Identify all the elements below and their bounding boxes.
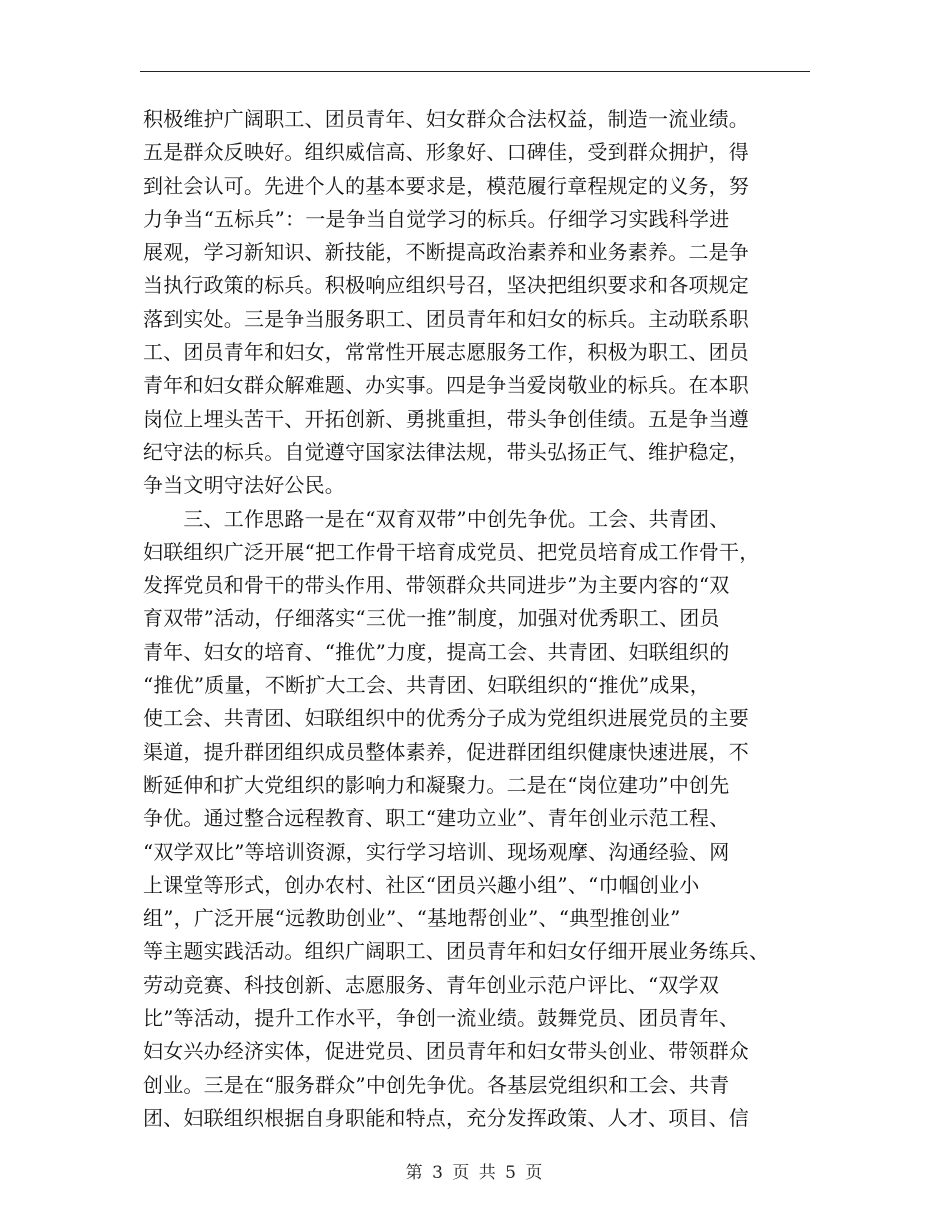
text-line: 比”等活动，提升工作水平，争创一流业绩。鼓舞党员、团员青年、 [143,1006,740,1031]
text-line: 组”，广泛开展“远教助创业”、“基地帮创业”、“典型推创业” [143,906,681,931]
page-footer: 第 3 页 共 5 页 [405,1163,545,1183]
text-line: 三、工作思路一是在“双育双带”中创先争优。工会、共青团、 [143,506,730,531]
text-line: 到社会认可。先进个人的基本要求是，模范履行章程规定的义务，努 [143,173,749,198]
text-line: 展观，学习新知识、新技能，不断提高政治素养和业务素养。二是争 [143,240,749,265]
text-line: 落到实处。三是争当服务职工、团员青年和妇女的标兵。主动联系职 [143,306,749,331]
text-line: 创业。三是在“服务群众”中创先争优。各基层党组织和工会、共青 [143,1072,730,1097]
text-line: 力争当“五标兵”：一是争当自觉学习的标兵。仔细学习实践科学进 [143,206,730,231]
text-line: 岗位上埋头苦干、开拓创新、勇挑重担，带头争创佳绩。五是争当遵 [143,406,749,431]
document-body [143,103,815,1135]
text-line: 争当文明守法好公民。 [143,473,345,498]
text-line: 当执行政策的标兵。积极响应组织号召，坚决把组织要求和各项规定 [143,273,749,298]
text-line: 劳动竞赛、科技创新、志愿服务、青年创业示范户评比、“双学双 [143,972,720,997]
text-line: 工、团员青年和妇女，常常性开展志愿服务工作，积极为职工、团员 [143,340,749,365]
text-line: 使工会、共青团、妇联组织中的优秀分子成为党组织进展党员的主要 [143,706,749,731]
text-line: 争优。通过整合远程教育、职工“建功立业”、青年创业示范工程、 [143,806,730,831]
text-line: 纪守法的标兵。自觉遵守国家法律法规，带头弘扬正气、维护稳定， [143,439,749,464]
text-line: 青年、妇女的培育、“推优”力度，提高工会、共青团、妇联组织的 [143,639,730,664]
text-line: 积极维护广阔职工、团员青年、妇女群众合法权益，制造一流业绩。 [143,107,749,131]
text-line: 妇女兴办经济实体，促进党员、团员青年和妇女带头创业、带领群众 [143,1039,749,1064]
text-line: 上课堂等形式，创办农村、社区“团员兴趣小组”、“巾帼创业小 [143,872,700,897]
text-line: 断延伸和扩大党组织的影响力和凝聚力。二是在“岗位建功”中创先 [143,772,730,797]
text-line: “推优”质量，不断扩大工会、共青团、妇联组织的“推优”成果， [143,673,710,698]
text-line: “双学双比”等培训资源，实行学习培训、现场观摩、沟通经验、网 [143,839,730,864]
text-line: 五是群众反映好。组织威信高、形象好、口碑佳，受到群众拥护，得 [143,140,749,165]
text-line: 等主题实践活动。组织广阔职工、团员青年和妇女仔细开展业务练兵、 [143,939,770,964]
header-rule [140,71,810,72]
text-line: 妇联组织广泛开展“把工作骨干培育成党员、把党员培育成工作骨干， [143,539,760,564]
text-line: 发挥党员和骨干的带头作用、带领群众共同进步”为主要内容的“双 [143,573,730,598]
text-line: 育双带”活动，仔细落实“三优一推”制度，加强对优秀职工、团员 [143,606,720,631]
text-line: 青年和妇女群众解难题、办实事。四是争当爱岗敬业的标兵。在本职 [143,373,749,398]
text-line: 团、妇联组织根据自身职能和特点，充分发挥政策、人才、项目、信 [143,1105,749,1130]
text-line: 渠道，提升群团组织成员整体素养，促进群团组织健康快速进展，不 [143,739,749,764]
